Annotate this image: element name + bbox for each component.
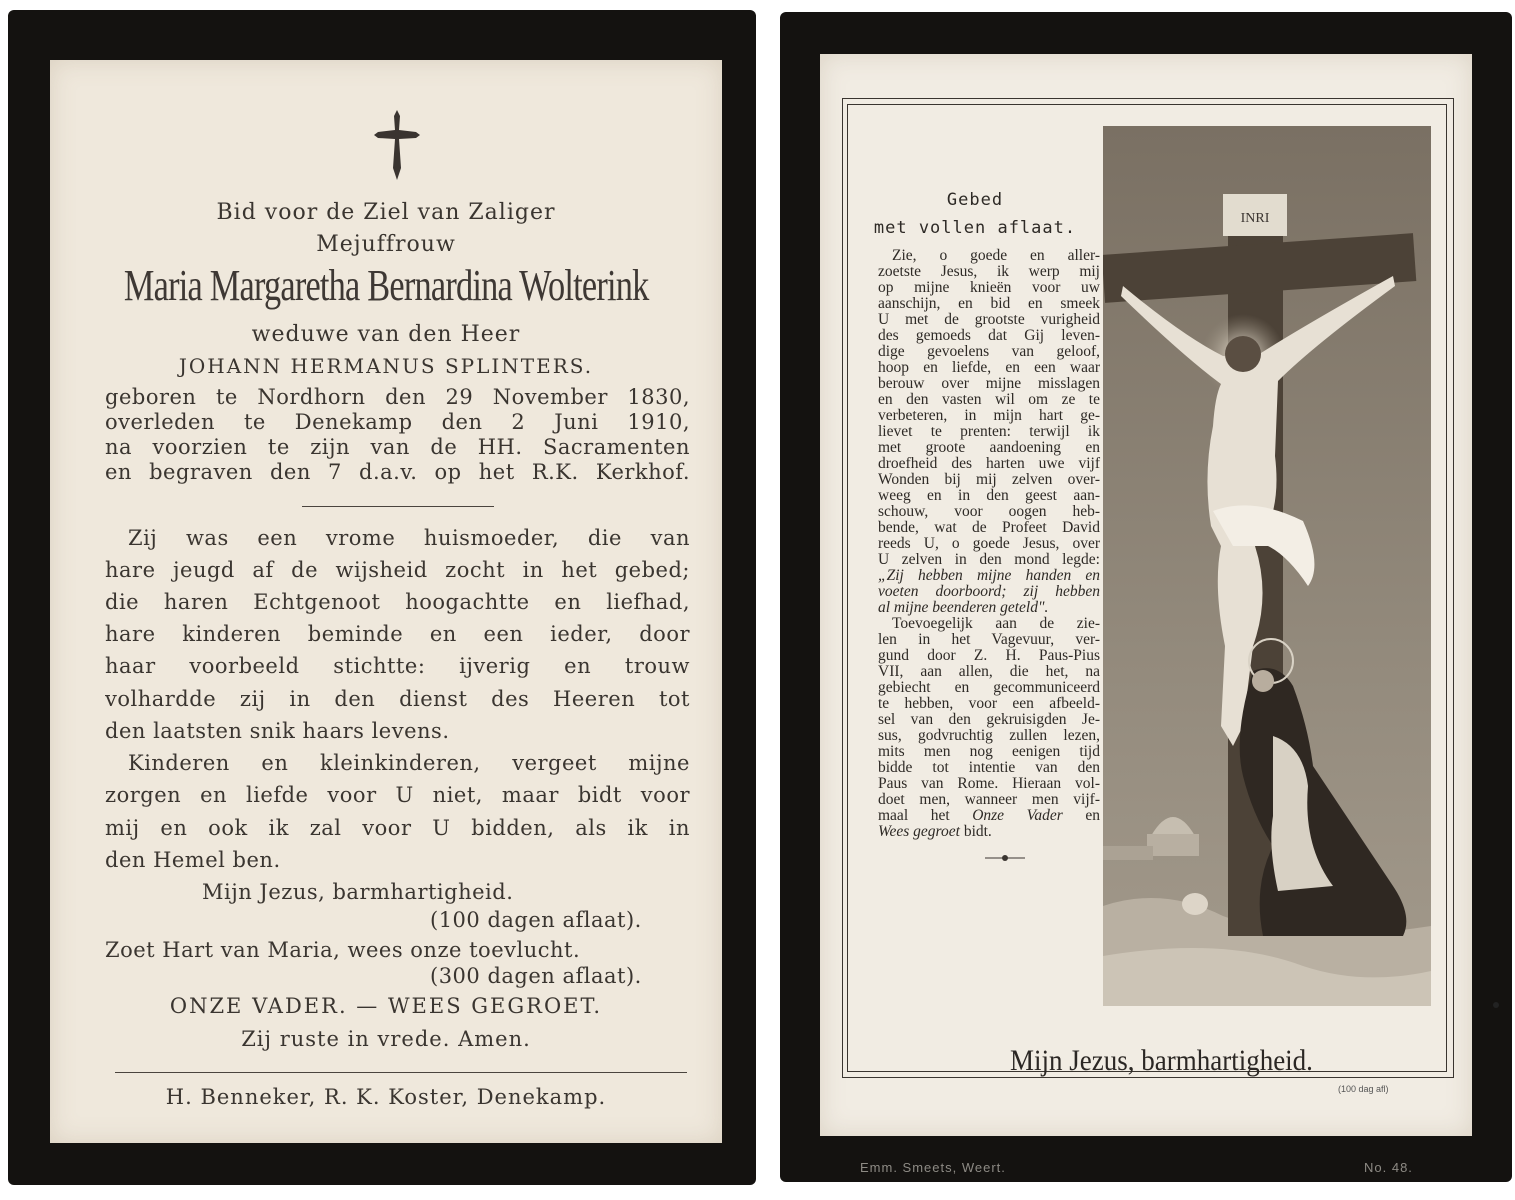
body-line: Zij was een vrome huismoeder, die van bbox=[128, 526, 690, 550]
body-line: volhardde zij in den dienst des Heeren tot bbox=[105, 687, 690, 711]
publisher-line: Emm. Smeets, Weert. bbox=[860, 1160, 1006, 1175]
text-line: sus, godvruchtig zullen lezen, bbox=[878, 727, 1100, 744]
text-line: berouw over mijne misslagen bbox=[878, 375, 1100, 392]
body-line: Kinderen en kleinkinderen, vergeet mijne bbox=[128, 751, 690, 775]
quote-line: al mijne beenderen geteld". bbox=[878, 599, 1049, 616]
body-line: den laatsten snik haars levens. bbox=[105, 719, 450, 743]
text-line: zoetste Jesus, ik werp mij bbox=[878, 263, 1100, 280]
text-line: bende, wat de Profeet David bbox=[878, 519, 1100, 536]
indulgence-line: (300 dagen aflaat). bbox=[430, 964, 642, 988]
text-line: te hebben, voor een afbeeld- bbox=[878, 695, 1100, 712]
text-line: reeds U, o goede Jesus, over bbox=[878, 535, 1100, 552]
motto-text: Mijn Jezus, barmhartigheid. bbox=[1010, 1044, 1313, 1077]
divider bbox=[302, 506, 494, 507]
rest-line: Zij ruste in vrede. Amen. bbox=[241, 1027, 531, 1051]
inri-label: INRI bbox=[1240, 211, 1270, 226]
burial-line: en begraven den 7 d.a.v. op het R.K. Kerkhof. bbox=[105, 460, 690, 484]
text-line: met groote aandoening en bbox=[878, 439, 1100, 456]
prayer-line: Mijn Jezus, barmhartigheid. bbox=[202, 880, 514, 904]
text-line: aanschijn, en bid en smeek bbox=[878, 295, 1100, 312]
indulgence-line: (100 dagen aflaat). bbox=[430, 908, 642, 932]
prayer-line: Zoet Hart van Maria, wees onze toevlucht. bbox=[105, 938, 581, 962]
prayer-title: Gebed bbox=[946, 190, 1004, 210]
text-line: sel van den gekruisigden Je- bbox=[878, 711, 1100, 728]
title-line: Mejuffrouw bbox=[316, 232, 456, 257]
text-line: droefheid des harten uwe vijf bbox=[878, 455, 1100, 472]
quote-line: „Zij hebben mijne handen en bbox=[878, 567, 1100, 584]
card-front-paper bbox=[50, 60, 722, 1143]
text-line: schouw, voor oogen heb- bbox=[878, 503, 1100, 520]
body-line: haar voorbeeld stichtte: ijverig en trouw bbox=[105, 654, 690, 678]
body-line: die haren Echtgenoot hoogachtte en liefhad, bbox=[105, 590, 690, 614]
husband-name: JOHANN HERMANUS SPLINTERS. bbox=[178, 354, 594, 378]
ornament-icon bbox=[985, 852, 1025, 864]
footer-divider bbox=[115, 1072, 687, 1073]
body-line: mij en ook ik zal voor U bidden, als ik in bbox=[105, 816, 690, 840]
text-line: U met de grootste vurigheid bbox=[878, 311, 1100, 328]
prayer-subtitle: met vollen aflaat. bbox=[873, 218, 1077, 238]
text-line: weeg en in den geest aan- bbox=[878, 487, 1100, 504]
text-line: Paus van Rome. Hieraan vol- bbox=[878, 775, 1100, 792]
text-line: Zie, o goede en aller- bbox=[892, 247, 1100, 264]
memorial-card-front bbox=[8, 10, 756, 1185]
body-line: hare jeugd af de wijsheid zocht in het gebed; bbox=[105, 558, 690, 582]
deceased-name: Maria Margaretha Bernardina Wolterink bbox=[123, 261, 649, 310]
dot-mark bbox=[1493, 1002, 1499, 1008]
text-line: len in het Vagevuur, ver- bbox=[878, 631, 1100, 648]
text-line: verbeteren, in mijn hart ge- bbox=[878, 407, 1100, 424]
text-line: dige gevoelens van geloof, bbox=[878, 343, 1100, 360]
quote-line: voeten doorboord; zij hebben bbox=[878, 583, 1100, 600]
text-line: Toevoegelijk aan de zie- bbox=[892, 615, 1100, 632]
widow-line: weduwe van den Heer bbox=[251, 322, 521, 347]
text-line: en den vasten wil om ze te bbox=[878, 391, 1100, 408]
printer-line: H. Benneker, R. K. Koster, Denekamp. bbox=[165, 1085, 607, 1109]
body-line: den Hemel ben. bbox=[105, 848, 281, 872]
sacraments-line: na voorzien te zijn van de HH. Sacramenten bbox=[105, 435, 690, 459]
body-line: hare kinderen beminde en een ieder, door bbox=[105, 622, 690, 646]
memorial-card-back bbox=[780, 12, 1512, 1182]
prayer-text bbox=[878, 248, 1100, 840]
text-line: gebiecht en gecommuniceerd bbox=[878, 679, 1100, 696]
intro-line: Bid voor de Ziel van Zaliger bbox=[216, 200, 556, 225]
motto-note: (100 dag afl) bbox=[1338, 1084, 1389, 1094]
text-line: gund door Z. H. Paus-Pius bbox=[878, 647, 1100, 664]
text-line: hoop en liefde, en een waar bbox=[878, 359, 1100, 376]
card-back-paper bbox=[820, 54, 1472, 1175]
text-line: maal het Onze Vader en bbox=[878, 807, 1100, 824]
text-line: lievet te prenten: terwijl ik bbox=[878, 423, 1100, 440]
birth-line: geboren te Nordhorn den 29 November 1830, bbox=[105, 385, 690, 409]
text-line: des gemoeds dat Gij leven- bbox=[878, 327, 1100, 344]
card-number: No. 48. bbox=[1364, 1160, 1413, 1175]
text-line: mits men nog eenigen tijd bbox=[878, 743, 1100, 760]
text-line: U zelven in den mond legde: bbox=[878, 551, 1100, 568]
crucifixion-illustration bbox=[1103, 126, 1431, 1006]
text-line: Wonden bij mij zelven over- bbox=[878, 471, 1100, 488]
crucifixion-image bbox=[1103, 126, 1431, 1006]
death-line: overleden te Denekamp den 2 Juni 1910, bbox=[105, 410, 690, 434]
text-line: bidde tot intentie van den bbox=[878, 759, 1100, 776]
cross-icon bbox=[372, 108, 422, 182]
prayers-line: ONZE VADER. — WEES GEGROET. bbox=[169, 994, 603, 1018]
text-line: op mijne knieën voor uw bbox=[878, 279, 1100, 296]
body-line: zorgen en liefde voor U niet, maar bidt voor bbox=[105, 783, 690, 807]
text-line: Wees gegroet bidt. bbox=[878, 823, 992, 840]
text-line: VII, aan allen, die het, na bbox=[878, 663, 1100, 680]
text-line: doet men, wanneer men vijf- bbox=[878, 791, 1100, 808]
